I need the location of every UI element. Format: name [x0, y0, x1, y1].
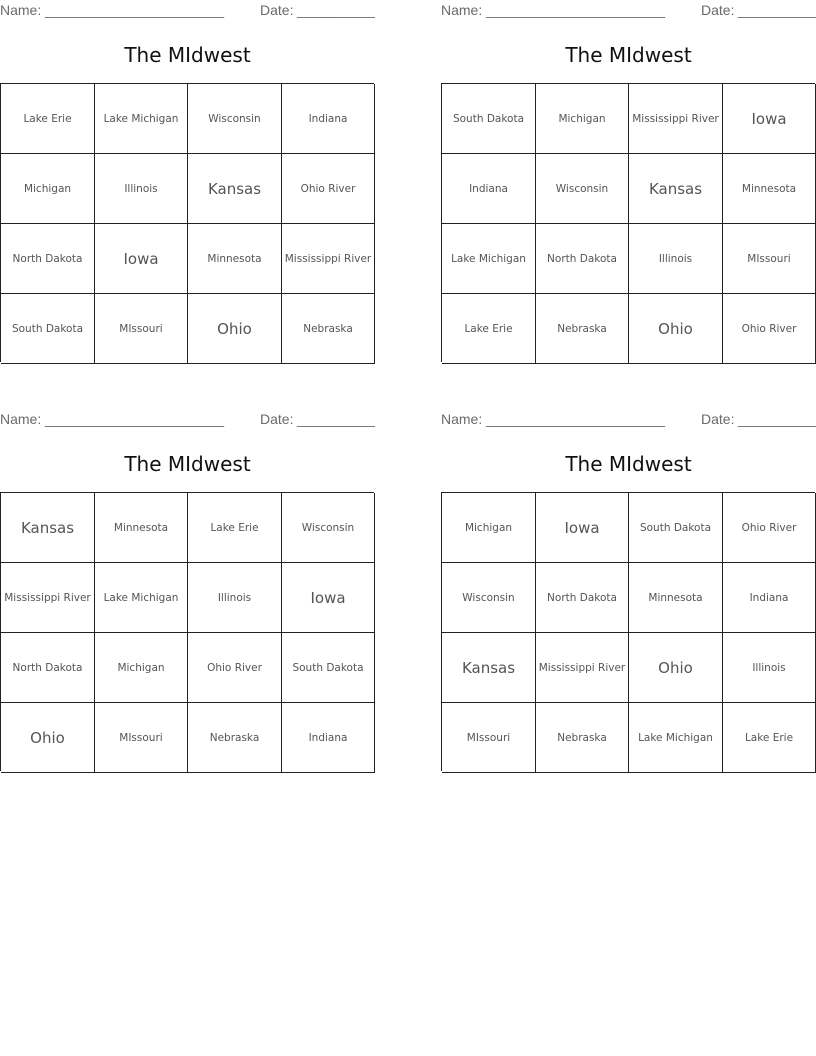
grid-cell: Minnesota: [629, 563, 723, 633]
grid-cell: Michigan: [442, 493, 536, 563]
grid-cell: Ohio: [1, 703, 95, 773]
bingo-grid: [441, 492, 815, 771]
grid-cell: South Dakota: [629, 493, 723, 563]
date-field: __________: [738, 411, 816, 427]
grid-cell: Ohio River: [723, 493, 816, 563]
grid-cell: South Dakota: [442, 84, 536, 154]
grid-cell: MIssouri: [95, 294, 188, 364]
grid-cell: Lake Michigan: [442, 224, 536, 294]
card-title: The MIdwest: [565, 452, 692, 476]
grid-cell: Illinois: [188, 563, 282, 633]
grid-cell: Iowa: [95, 224, 188, 294]
grid-cell: Illinois: [95, 154, 188, 224]
grid-cell: Lake Michigan: [629, 703, 723, 773]
date-label: Date:: [260, 2, 294, 18]
grid-cell: Indiana: [442, 154, 536, 224]
name-field: _______________________: [45, 411, 225, 427]
grid-cell: Nebraska: [188, 703, 282, 773]
card-header: [0, 411, 375, 429]
card-title: The MIdwest: [565, 43, 692, 67]
grid-cell: Minnesota: [188, 224, 282, 294]
grid-cell: Minnesota: [723, 154, 816, 224]
name-label: Name:: [0, 411, 42, 427]
card-header: [441, 2, 816, 20]
grid-cell: Ohio River: [723, 294, 816, 364]
date-label: Date:: [701, 2, 735, 18]
grid-cell: MIssouri: [95, 703, 188, 773]
grid-cell: Illinois: [629, 224, 723, 294]
card-title: The MIdwest: [124, 43, 251, 67]
grid-cell: Mississippi River: [282, 224, 375, 294]
grid-cell: MIssouri: [442, 703, 536, 773]
grid-cell: Ohio River: [282, 154, 375, 224]
grid-cell: Kansas: [1, 493, 95, 563]
card-header: [0, 2, 375, 20]
bingo-card-4: [441, 409, 816, 744]
grid-cell: Lake Michigan: [95, 84, 188, 154]
grid-cell: South Dakota: [1, 294, 95, 364]
card-header: [441, 411, 816, 429]
grid-cell: Lake Erie: [442, 294, 536, 364]
grid-cell: North Dakota: [536, 224, 629, 294]
date-label: Date:: [701, 411, 735, 427]
grid-cell: Kansas: [442, 633, 536, 703]
grid-cell: Ohio River: [188, 633, 282, 703]
date-label: Date:: [260, 411, 294, 427]
grid-cell: Minnesota: [95, 493, 188, 563]
grid-cell: Iowa: [282, 563, 375, 633]
name-label: Name:: [0, 2, 42, 18]
grid-cell: MIssouri: [723, 224, 816, 294]
grid-cell: Lake Erie: [188, 493, 282, 563]
grid-cell: Michigan: [1, 154, 95, 224]
grid-cell: Nebraska: [536, 294, 629, 364]
grid-cell: Wisconsin: [282, 493, 375, 563]
grid-cell: Iowa: [536, 493, 629, 563]
name-field: _______________________: [486, 2, 666, 18]
date-field: __________: [297, 411, 375, 427]
date-field: __________: [297, 2, 375, 18]
grid-cell: Lake Michigan: [95, 563, 188, 633]
bingo-grid: [0, 492, 374, 771]
grid-cell: Indiana: [282, 84, 375, 154]
grid-cell: Mississippi River: [1, 563, 95, 633]
grid-cell: Ohio: [188, 294, 282, 364]
grid-cell: Wisconsin: [536, 154, 629, 224]
grid-cell: Kansas: [188, 154, 282, 224]
grid-cell: Iowa: [723, 84, 816, 154]
grid-cell: Michigan: [95, 633, 188, 703]
grid-cell: North Dakota: [1, 633, 95, 703]
grid-cell: Indiana: [282, 703, 375, 773]
bingo-grid: [441, 83, 815, 362]
grid-cell: Nebraska: [282, 294, 375, 364]
name-label: Name:: [441, 2, 483, 18]
grid-cell: Nebraska: [536, 703, 629, 773]
grid-cell: Wisconsin: [442, 563, 536, 633]
grid-cell: Wisconsin: [188, 84, 282, 154]
grid-cell: Ohio: [629, 294, 723, 364]
grid-cell: Ohio: [629, 633, 723, 703]
grid-cell: North Dakota: [1, 224, 95, 294]
grid-cell: South Dakota: [282, 633, 375, 703]
name-field: _______________________: [486, 411, 666, 427]
date-field: __________: [738, 2, 816, 18]
grid-cell: Lake Erie: [1, 84, 95, 154]
grid-cell: Kansas: [629, 154, 723, 224]
bingo-card-3: [0, 409, 375, 747]
name-field: _______________________: [45, 2, 225, 18]
bingo-card-2: [441, 0, 816, 338]
bingo-card-1: [0, 0, 375, 338]
grid-cell: Lake Erie: [723, 703, 816, 773]
grid-cell: Illinois: [723, 633, 816, 703]
grid-cell: North Dakota: [536, 563, 629, 633]
name-label: Name:: [441, 411, 483, 427]
grid-cell: Indiana: [723, 563, 816, 633]
grid-cell: Michigan: [536, 84, 629, 154]
grid-cell: Mississippi River: [536, 633, 629, 703]
bingo-grid: [0, 83, 374, 362]
card-title: The MIdwest: [124, 452, 251, 476]
grid-cell: Mississippi River: [629, 84, 723, 154]
